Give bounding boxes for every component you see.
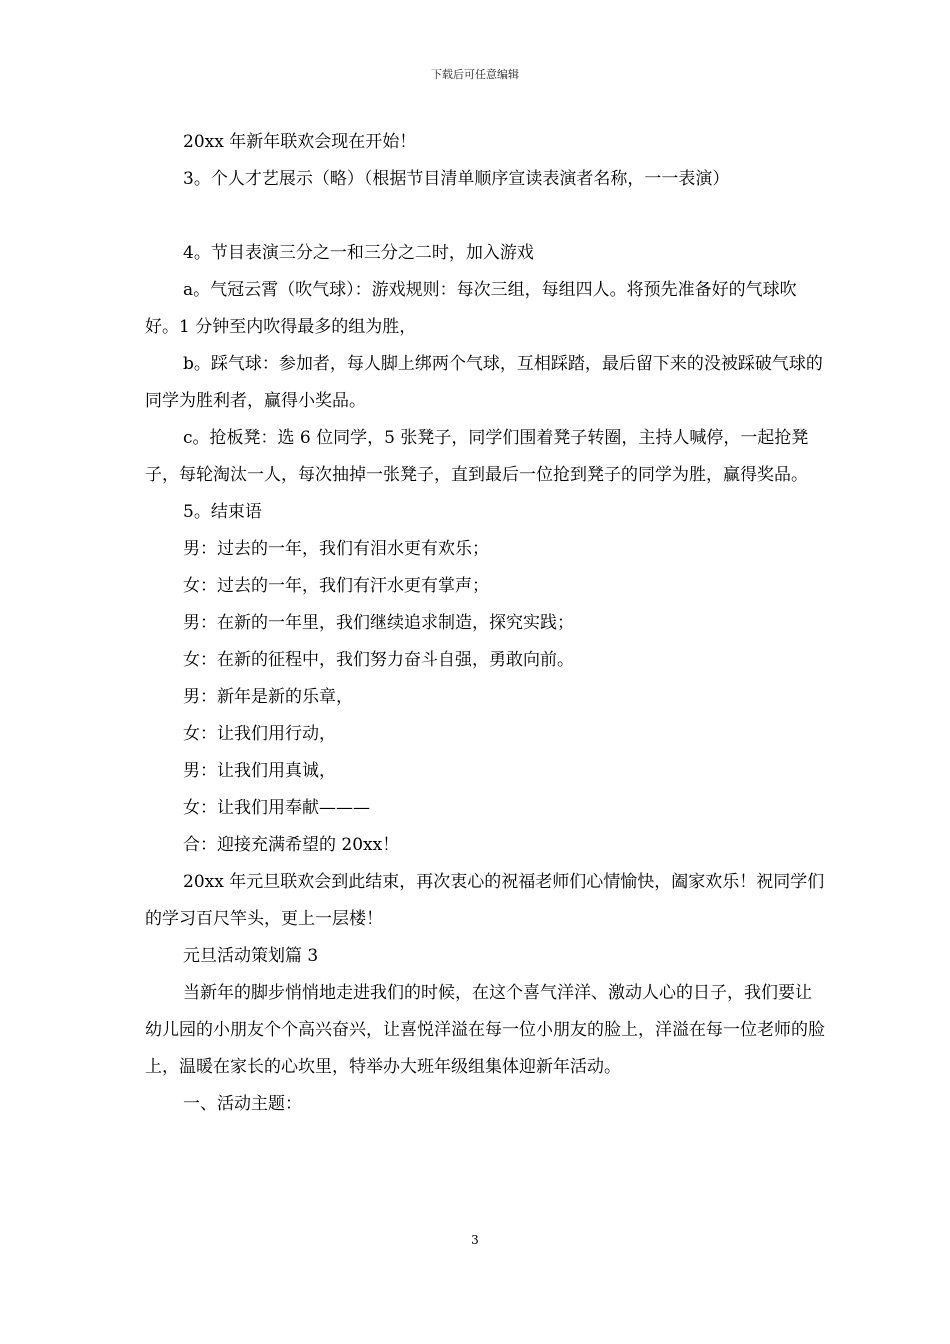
dialogue-line: 合：迎接充满希望的 20xx！ — [183, 835, 400, 855]
dialogue-line: 女：在新的征程中，我们努力奋斗自强，勇敢向前。 — [183, 650, 574, 670]
paragraph-game-b: b。踩气球：参加者，每人脚上绑两个气球，互相踩踏，最后留下来的没被踩破气球的同学为胜利者，赢得小奖品。 — [145, 354, 823, 411]
paragraph-game-c: c。抢板凳：选 6 位同学，5 张凳子，同学们围着凳子转圈，主持人喊停，一起抢凳子，每轮淘汰一人，每次抽掉一张凳子，直到最后一位抢到凳子的同学为胜，赢得奖品。 — [145, 428, 809, 485]
document-body — [145, 124, 825, 1123]
dialogue-line: 男：在新的一年里，我们继续追求制造，探究实践； — [183, 613, 574, 633]
blank-line — [145, 198, 825, 235]
section-title: 元旦活动策划篇 3 — [183, 946, 319, 966]
dialogue-line: 女：让我们用行动， — [183, 724, 336, 744]
dialogue-line: 男：让我们用真诚， — [183, 761, 336, 781]
page-number: 3 — [471, 1233, 479, 1247]
page-header: 下载后可任意编辑 — [431, 68, 519, 81]
paragraph-games-intro: 4。节目表演三分之一和三分之二时，加入游戏 — [183, 243, 534, 263]
paragraph-game-a: a。气冠云霄（吹气球）：游戏规则：每次三组，每组四人。将预先准备好的气球吹好。1 分钟至内吹得最多的组为胜， — [145, 280, 797, 337]
paragraph-opening: 20xx 年新年联欢会现在开始！ — [183, 132, 417, 152]
paragraph-kindergarten-intro: 当新年的脚步悄悄地走进我们的时候，在这个喜气洋洋、激动人心的日子，我们要让幼儿园的小朋友个个高兴奋兴，让喜悦洋溢在每一位小朋友的脸上，洋溢在每一位老师的脸上，温暖在家长的心坎里，特举办大班年级组集体迎新年活动。 — [145, 983, 825, 1077]
paragraph-closing-heading: 5。结束语 — [183, 502, 262, 522]
dialogue-line: 男：过去的一年，我们有泪水更有欢乐； — [183, 539, 489, 559]
paragraph-talent-show: 3。个人才艺展示（略）（根据节目清单顺序宣读表演者名称，一一表演） — [183, 169, 730, 189]
paragraph-event-end: 20xx 年元旦联欢会到此结束，再次衷心的祝福老师们心情愉快，阖家欢乐！祝同学们的学习百尺竿头，更上一层楼！ — [145, 872, 825, 929]
dialogue-line: 男：新年是新的乐章， — [183, 687, 353, 707]
paragraph-activity-theme: 一、活动主题： — [183, 1094, 302, 1114]
dialogue-line: 女：过去的一年，我们有汗水更有掌声； — [183, 576, 489, 596]
dialogue-line: 女：让我们用奉献——— — [183, 798, 370, 818]
